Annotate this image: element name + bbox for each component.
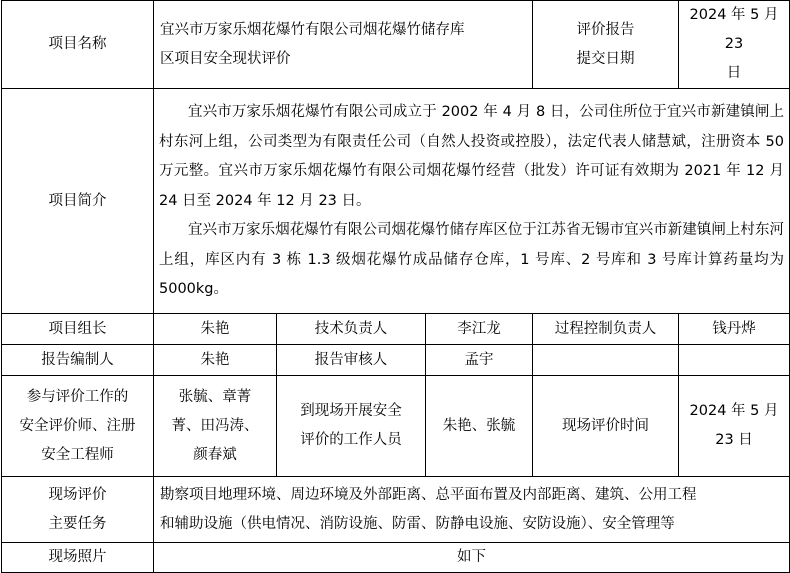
site-staff-label-line-2: 评价的工作人员 [300, 432, 402, 448]
report-author-row [2, 345, 790, 376]
site-time-label: 现场评价时间 [533, 376, 679, 477]
site-staff-label-line-1: 到现场开展安全 [300, 403, 402, 419]
report-reviewer-value: 孟宇 [426, 345, 533, 376]
project-name-line-2: 区项目安全现状评价 [160, 50, 291, 67]
process-control-value: 钱丹烨 [679, 314, 790, 345]
process-control-label: 过程控制负责人 [533, 314, 679, 345]
report-date-value [679, 1, 790, 89]
project-intro-paragraph-1: 宜兴市万家乐烟花爆竹有限公司成立于 2002 年 4 月 8 日，公司住所位于宜兴市新建镇闸上村东河上组，公司类型为有限责任公司（自然人投资或控股），法定代表人储慧斌，注册资本 50 万元整。宜兴市万家乐烟花爆竹有限公司烟花爆竹经营（批发）许可证有效期为 2021 年 12 月 24 日至 2024 年 12 月 23 日。 [159, 104, 784, 209]
assessors-label-line-3: 安全工程师 [41, 446, 114, 463]
project-intro-text [154, 89, 790, 314]
report-date-label [533, 1, 679, 89]
assessors-value-line-1: 张毓、章菁 [178, 388, 252, 405]
project-intro-paragraph-2: 宜兴市万家乐烟花爆竹有限公司烟花爆竹储存库区位于江苏省无锡市宜兴市新建镇闸上村东河上组，库区内有 3 栋 1.3 级烟花爆竹成品储存仓库，1 号库、2 号库和 3 号库计算药量均为 5000kg。 [159, 222, 784, 298]
project-leader-value: 朱艳 [154, 314, 277, 345]
site-staff-label [277, 376, 426, 477]
site-time-line-1: 2024 年 5 月 [689, 403, 779, 419]
site-tasks-value [154, 477, 790, 543]
report-author-value: 朱艳 [154, 345, 277, 376]
site-photos-label: 现场照片 [2, 543, 154, 573]
project-name-row [2, 1, 790, 89]
empty-cell-b [679, 345, 790, 376]
project-intro-label: 项目简介 [2, 89, 154, 314]
report-date-label-line-1: 评价报告 [576, 21, 635, 38]
project-info-table [1, 0, 790, 573]
site-tasks-row [2, 477, 790, 543]
site-photos-row [2, 543, 790, 573]
site-tasks-line-2: 和辅助设施（供电情况、消防设施、防雷、防静电设施、安防设施）、安全管理等 [160, 515, 675, 532]
report-date-line-2: 日 [726, 65, 742, 81]
project-leader-row [2, 314, 790, 345]
project-leader-label: 项目组长 [2, 314, 154, 345]
report-author-label: 报告编制人 [2, 345, 154, 376]
site-photos-value: 如下 [154, 543, 790, 573]
assessors-label-line-1: 参与评价工作的 [26, 388, 129, 405]
assessors-value-line-3: 颜春斌 [193, 446, 237, 463]
tech-lead-value: 李江龙 [426, 314, 533, 345]
project-name-value [154, 1, 533, 89]
report-reviewer-label: 报告审核人 [277, 345, 426, 376]
site-time-line-2: 23 日 [715, 432, 753, 448]
assessors-label-line-2: 安全评价师、注册 [19, 417, 136, 434]
assessors-value [154, 376, 277, 477]
site-tasks-label-line-1: 现场评价 [48, 486, 107, 503]
tech-lead-label: 技术负责人 [277, 314, 426, 345]
project-name-label: 项目名称 [2, 1, 154, 89]
site-tasks-label [2, 477, 154, 543]
assessors-value-line-2: 菁、田冯涛、 [171, 417, 259, 434]
site-staff-value: 朱艳、张毓 [426, 376, 533, 477]
assessors-row [2, 376, 790, 477]
empty-cell-a [533, 345, 679, 376]
site-tasks-line-1: 勘察项目地理环境、周边环境及外部距离、总平面布置及内部距离、建筑、公用工程 [160, 486, 697, 503]
report-date-label-line-2: 提交日期 [576, 50, 635, 67]
project-name-line-1: 宜兴市万家乐烟花爆竹有限公司烟花爆竹储存库 [160, 21, 465, 38]
project-intro-row [2, 89, 790, 314]
site-tasks-label-line-2: 主要任务 [48, 515, 107, 532]
assessors-label [2, 376, 154, 477]
site-time-value [679, 376, 790, 477]
report-date-line-1: 2024 年 5 月 23 [689, 7, 779, 52]
